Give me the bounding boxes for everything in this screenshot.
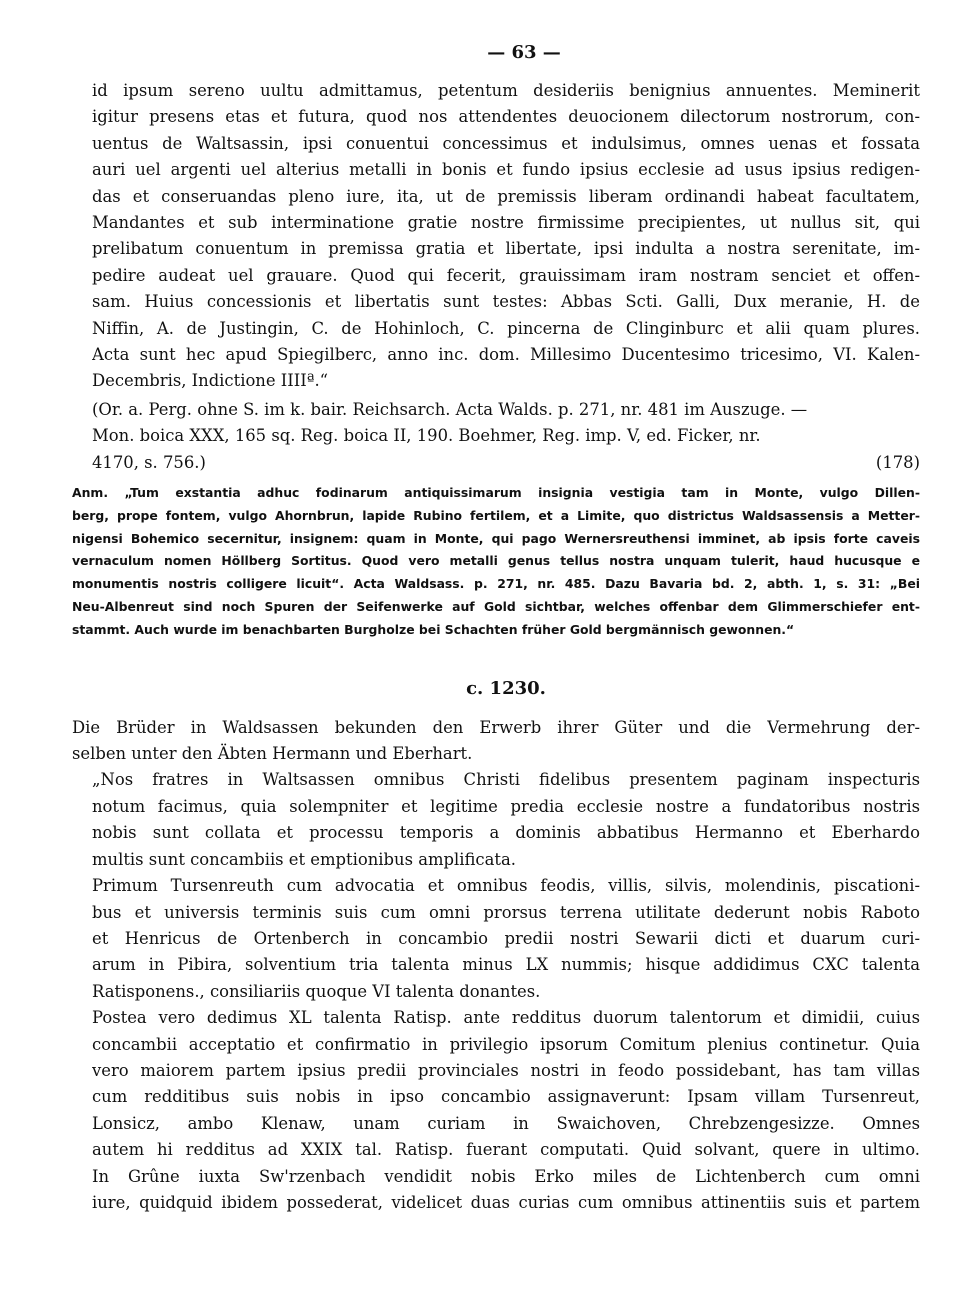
charter-line: arum in Pibira, solventium tria talenta minus LX nummis; hisque addidimus CXC talenta — [92, 955, 920, 975]
text-line: das et conseruandas pleno iure, ita, ut de premissis liberam ordinandi habeat facultatem, — [92, 186, 920, 206]
charter-line: autem hi redditus ad XXIX tal. Ratisp. fuerant computati. Quid solvant, quere in ultimo. — [92, 1140, 920, 1160]
charter-line: iure, quidquid ibidem possederat, videlicet duas curias cum omnibus attinentiis suis et partem — [92, 1192, 920, 1212]
charter-postea — [92, 1005, 920, 1216]
text-line: pedire audeat uel grauare. Quod qui fecerit, grauissimam iram nostram senciet et offen- — [92, 265, 920, 285]
date-heading: c. 1230. — [466, 677, 546, 699]
citation-line: Mon. boica XXX, 165 sq. Reg. boica II, 190. Boehmer, Reg. imp. V, ed. Ficker, nr. — [92, 426, 761, 446]
text-line: prelibatum conuentum in premissa gratia et libertate, ipsi indulta a nostra serenitate, im- — [92, 239, 920, 259]
charter-line: bus et universis terminis suis cum omni prorsus terrena utilitate dederunt nobis Raboto — [92, 902, 920, 922]
note-line: berg, prope fontem, vulgo Ahornbrun, lapide Rubino fertilem, et a Limite, quo districtus Waldsassensis a Metter- — [72, 507, 920, 523]
charter-line: et Henricus de Ortenberch in concambio predii nostri Sewarii dicti et duarum curi- — [92, 928, 920, 948]
summary-line: Die Brüder in Waldsassen bekunden den Erwerb ihrer Güter und die Vermehrung der- — [72, 717, 920, 737]
charter-line: „Nos fratres in Waltsassen omnibus Christi fidelibus presentem paginam inspecturis — [92, 770, 920, 790]
summary-line: selben unter den Äbten Hermann und Eberhart. — [72, 744, 473, 764]
charter-intro — [92, 767, 920, 873]
charter-line: vero maiorem partem ipsius predii provinciales nostri in feodo possidebant, has tam villas — [92, 1060, 920, 1080]
charter-line: Primum Tursenreuth cum advocatia et omnibus feodis, villis, silvis, molendinis, piscationi- — [92, 876, 920, 896]
charter-line: In Grûne iuxta Sw'rzenbach vendidit nobis Erko miles de Lichtenberch cum omni — [92, 1166, 920, 1186]
text-line: igitur presens etas et futura, quod nos attendentes deuocionem dilectorum nostrorum, con- — [92, 107, 920, 127]
text-line: Decembris, Indictione IIIIª.“ — [92, 371, 329, 391]
note-line: stammt. Auch wurde im benachbarten Burgholze bei Schachten früher Gold bergmännisch gewonnen.“ — [72, 621, 795, 637]
charter-primum — [92, 873, 920, 1005]
charter-text — [92, 767, 920, 1216]
charter-line: cum redditibus suis nobis in ipso concambio assignaverunt: Ipsam villam Tursenreut, — [92, 1087, 920, 1107]
text-line: id ipsum sereno uultu admittamus, petentum desideriis benignius annuentes. Meminerit — [92, 81, 920, 100]
charter-line: Ratisponens., consiliariis quoque VI talenta donantes. — [92, 981, 541, 1001]
annotation-note — [72, 482, 920, 642]
text-line: Mandantes et sub interminatione gratie nostre firmissime precipientes, ut nullus sit, qui — [92, 213, 920, 233]
citation-line: (Or. a. Perg. ohne S. im k. bair. Reichsarch. Acta Walds. p. 271, nr. 481 im Auszuge. — — [92, 399, 808, 419]
charter-line: notum facimus, quia solempniter et legitime predia ecclesie nostre a fundatoribus nostris — [92, 796, 920, 816]
charter-line: concambii acceptatio et confirmatio in privilegio ipsorum Comitum plenius continetur. Quia — [92, 1034, 920, 1054]
charter-line: Lonsicz, ambo Klenaw, unam curiam in Swaichoven, Chrebzengesizze. Omnes — [92, 1113, 920, 1133]
text-line: auri uel argenti uel alterius metalli in bonis et fundo ipsius ecclesie ad usus ipsius redigen- — [92, 160, 920, 180]
charter-line: multis sunt concambiis et emptionibus amplificata. — [92, 849, 516, 869]
main-paragraph — [92, 78, 920, 395]
citation-line — [92, 450, 920, 476]
text-line: Acta sunt hec apud Spiegilberc, anno inc. dom. Millesimo Ducentesimo tricesimo, VI. Kalen- — [92, 345, 920, 365]
text-line: sam. Huius concessionis et libertatis sunt testes: Abbas Scti. Galli, Dux meranie, H. de — [92, 292, 920, 312]
document-number: (178) — [875, 452, 920, 472]
text-line: uentus de Waltsassin, ipsi conuentui concessimus et indulsimus, omnes uenas et fossata — [92, 133, 920, 153]
summary — [72, 715, 920, 768]
note-line: monumentis nostris colligere licuit“. Acta Waldsass. p. 271, nr. 485. Dazu Bavaria bd. 2, abth. 1, s. 31: „Bei — [72, 576, 920, 592]
note-line: Neu-Albenreut sind noch Spuren der Seifenwerke auf Gold sichtbar, welches offenbar dem Glimmerschiefer ent- — [72, 599, 920, 615]
page-number: — 63 — — [487, 42, 561, 63]
note-line: nigensi Bohemico secernitur, insignem: quam in Monte, qui pago Wernersreuthensi imminet, ab ipsis forte caveis — [72, 530, 920, 546]
text-line: Niffin, A. de Justingin, C. de Hohinloch, C. pincerna de Clinginburc et alii quam plures. — [92, 318, 920, 338]
note-line: Anm. „Tum exstantia adhuc fodinarum antiquissimarum insignia vestigia tam in Monte, vulgo Dillen- — [72, 485, 920, 501]
charter-line: Postea vero dedimus XL talenta Ratisp. ante redditus duorum talentorum et dimidii, cuius — [92, 1008, 920, 1028]
source-citation — [92, 397, 920, 476]
note-line: vernaculum nomen Höllberg Sortitus. Quod vero metalli genus tellus nostra unquam tulerit, haud hucusque e — [72, 553, 920, 569]
charter-line: nobis sunt collata et processu temporis a dominis abbatibus Hermanno et Eberhardo — [92, 823, 920, 843]
citation-text: 4170, s. 756.) — [92, 452, 206, 472]
